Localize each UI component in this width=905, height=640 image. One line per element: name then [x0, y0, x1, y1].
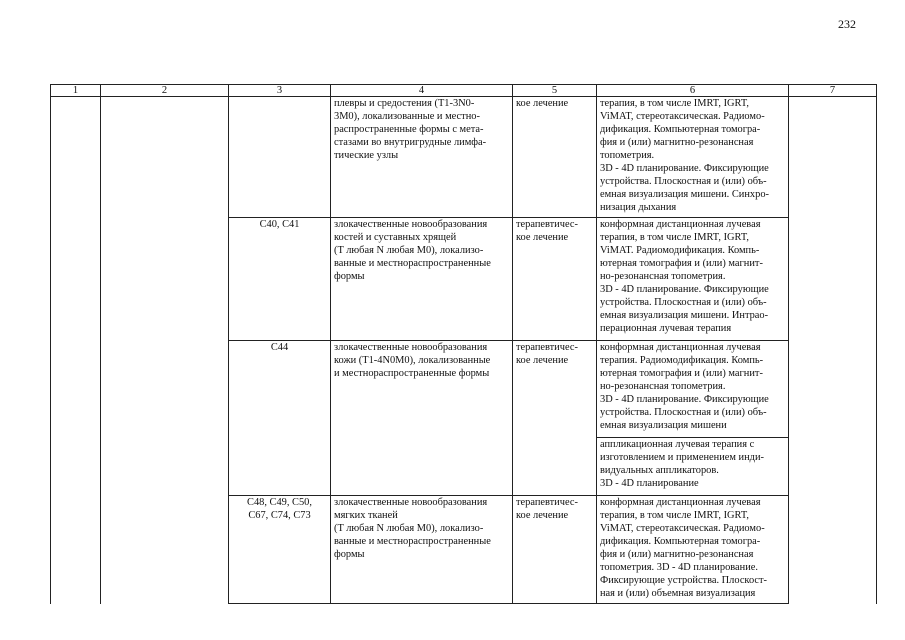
text-line: изготовлением и применением инди- [600, 452, 764, 463]
text-line: дификация. Компьютерная томогра- [600, 124, 761, 135]
cell-treatment-type [513, 218, 597, 341]
cell-icd-codes [229, 496, 331, 604]
text-line: 3D - 4D планирование. Фиксирующие [600, 394, 769, 405]
col-header-2: 2 [101, 85, 229, 97]
cell-method [597, 97, 789, 218]
text-line: 3M0), локализованные и местно- [334, 111, 480, 122]
text-line: ViMAT, стереотаксическая. Радиомо- [600, 111, 765, 122]
text-line: кое лечение [516, 355, 569, 366]
text-line: злокачественные новообразования [334, 342, 488, 353]
text-line: аппликационная лучевая терапия с [600, 439, 755, 450]
treatment-table [50, 84, 877, 604]
col-header-4: 4 [331, 85, 513, 97]
cell-diagnosis [331, 97, 513, 218]
text-line: терапия, в том числе IMRT, IGRT, [600, 232, 750, 243]
cell-icd-codes [229, 218, 331, 341]
text-line: C48, C49, C50, [247, 497, 312, 508]
text-line: тические узлы [334, 150, 399, 161]
col-header-5: 5 [513, 85, 597, 97]
text-line: злокачественные новообразования [334, 497, 488, 508]
cell-col2 [101, 97, 229, 604]
text-line: C67, C74, C73 [248, 510, 311, 521]
text-line: терапевтичес- [516, 497, 578, 508]
text-line: видуальных аппликаторов. [600, 465, 719, 476]
col-header-7: 7 [789, 85, 877, 97]
cell-icd-codes [229, 341, 331, 496]
text-line: емная визуализация мишени. Синхро- [600, 189, 769, 200]
cell-method [597, 218, 789, 341]
text-line: ViMAT, стереотаксическая. Радиомо- [600, 523, 765, 534]
text-line: топометрия. [600, 150, 655, 161]
cell-treatment-type [513, 341, 597, 496]
text-line: емная визуализация мишени [600, 420, 727, 431]
text-line: злокачественные новообразования [334, 219, 488, 230]
text-line: стазами во внутригрудные лимфа- [334, 137, 487, 148]
table-row [51, 97, 877, 218]
text-line: терапевтичес- [516, 342, 578, 353]
text-line: терапия, в том числе IMRT, IGRT, [600, 98, 750, 109]
text-line: ютерная томография и (или) магнит- [600, 258, 763, 269]
text-line: но-резонансная топометрия. [600, 381, 726, 392]
text-line: топометрия. 3D - 4D планирование. [600, 562, 758, 573]
text-line: ванные и местнораспространенные [334, 536, 491, 547]
text-line: фия и (или) магнитно-резонансная [600, 137, 754, 148]
col-header-1: 1 [51, 85, 101, 97]
text-line: конформная дистанционная лучевая [600, 219, 761, 230]
text-line: устройства. Плоскостная и (или) объ- [600, 407, 767, 418]
text-line: конформная дистанционная лучевая [600, 342, 761, 353]
text-line: мягких тканей [334, 510, 398, 521]
text-line: (T любая N любая M0), локализо- [334, 523, 484, 534]
text-line: распространенные формы с мета- [334, 124, 484, 135]
cell-diagnosis [331, 218, 513, 341]
cell-diagnosis [331, 496, 513, 604]
text-line: плевры и средостения (T1-3N0- [334, 98, 475, 109]
cell-col7 [789, 97, 877, 604]
text-line: фия и (или) магнитно-резонансная [600, 549, 754, 560]
cell-method [597, 438, 789, 496]
text-line: кое лечение [516, 510, 569, 521]
text-line: кожи (T1-4N0M0), локализованные [334, 355, 491, 366]
text-line: 3D - 4D планирование. Фиксирующие [600, 284, 769, 295]
page-number: 232 [838, 17, 856, 31]
text-line: кое лечение [516, 98, 569, 109]
text-line: формы [334, 549, 365, 560]
cell-treatment-type [513, 496, 597, 604]
text-line: устройства. Плоскостная и (или) объ- [600, 297, 767, 308]
text-line: но-резонансная топометрия. [600, 271, 726, 282]
cell-icd-codes [229, 97, 331, 218]
col-header-3: 3 [229, 85, 331, 97]
text-line: C44 [270, 342, 289, 353]
text-line: (T любая N любая M0), локализо- [334, 245, 484, 256]
text-line: ванные и местнораспространенные [334, 258, 491, 269]
text-line: низация дыхания [600, 202, 677, 213]
text-line: устройства. Плоскостная и (или) объ- [600, 176, 767, 187]
cell-col1 [51, 97, 101, 604]
text-line: ViMAT. Радиомодификация. Компь- [600, 245, 760, 256]
col-header-6: 6 [597, 85, 789, 97]
cell-treatment-type [513, 97, 597, 218]
cell-method [597, 496, 789, 604]
text-line: ютерная томография и (или) магнит- [600, 368, 763, 379]
text-line: и местнораспространенные формы [334, 368, 490, 379]
text-line: 3D - 4D планирование [600, 478, 699, 489]
text-line: Фиксирующие устройства. Плоскост- [600, 575, 768, 586]
cell-method [597, 341, 789, 438]
text-line: дификация. Компьютерная томогра- [600, 536, 761, 547]
text-line: терапия. Радиомодификация. Компь- [600, 355, 764, 366]
text-line: терапия, в том числе IMRT, IGRT, [600, 510, 750, 521]
text-line: C40, C41 [259, 219, 300, 230]
text-line: 3D - 4D планирование. Фиксирующие [600, 163, 769, 174]
text-line: перационная лучевая терапия [600, 323, 732, 334]
text-line: конформная дистанционная лучевая [600, 497, 761, 508]
text-line: костей и суставных хрящей [334, 232, 457, 243]
text-line: формы [334, 271, 365, 282]
text-line: емная визуализация мишени. Интрао- [600, 310, 769, 321]
cell-diagnosis [331, 341, 513, 496]
header-row [51, 85, 877, 97]
text-line: кое лечение [516, 232, 569, 243]
text-line: ная и (или) объемная визуализация [600, 588, 756, 599]
text-line: терапевтичес- [516, 219, 578, 230]
